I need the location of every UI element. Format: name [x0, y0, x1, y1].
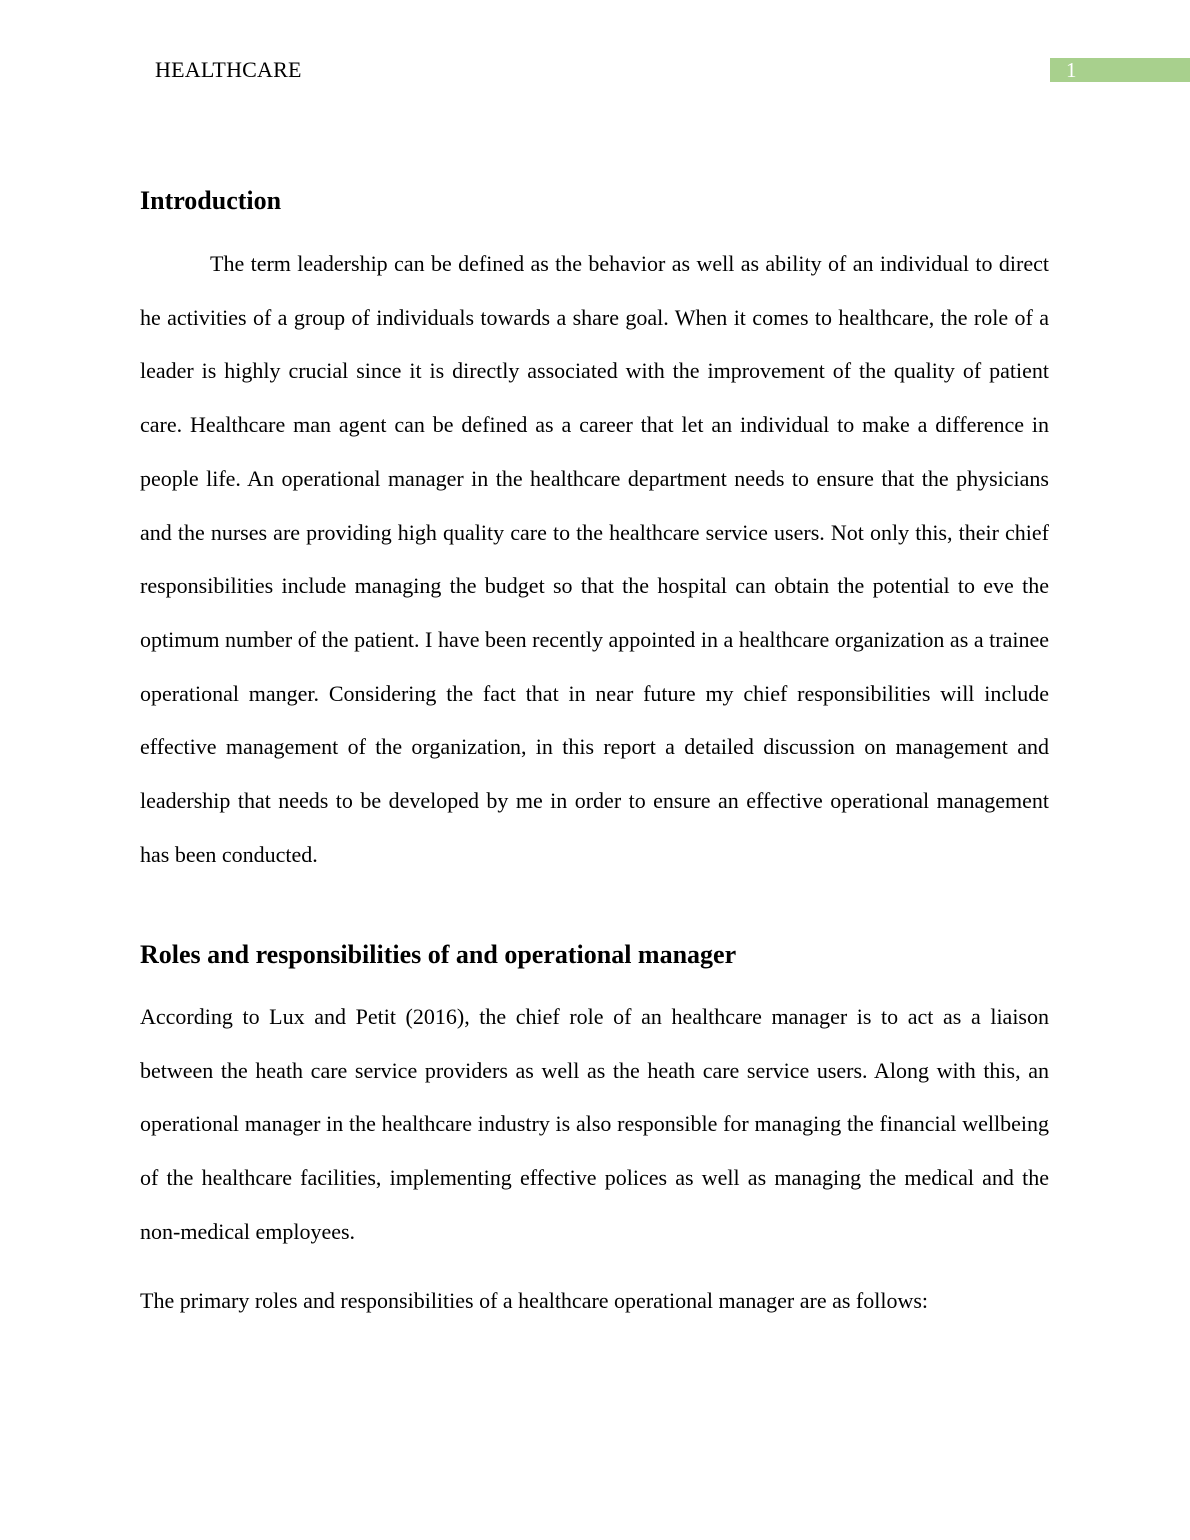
roles-list-intro: The primary roles and responsibilities of a healthcare operational manager are as follows: — [140, 1288, 929, 1313]
page-number: 1 — [1066, 58, 1077, 82]
roles-paragraph: According to Lux and Petit (2016), the chief role of an healthcare manager is to act as a liaison between the heath care service providers as well as the heath care service users. Along with this, an operational manager in the healthcare industry is also responsible for managing the financial wellbeing of the healthcare facilities, implementing effective polices as well as managing the medical and the non-medical employees. — [140, 1004, 1049, 1244]
page-number-bar — [1050, 58, 1190, 82]
running-head: HEALTHCARE — [155, 57, 302, 82]
introduction-paragraph: The term leadership can be defined as the behavior as well as ability of an individual to direct he activities of a group of individuals towards a share goal. When it comes to healthcare, the role of a leader is highly crucial since it is directly associated with the improvement of the quality of patient care. Healthcare man agent can be defined as a career that let an individual to make a difference in people life. An operational manager in the healthcare department needs to ensure that the physicians and the nurses are providing high quality care to the healthcare service users. Not only this, their chief responsibilities include managing the budget so that the hospital can obtain the potential to eve the optimum number of the patient. I have been recently appointed in a healthcare organization as a trainee operational manger. Considering the fact that in near future my chief responsibilities will include effective management of the organization, in this report a detailed discussion on management and leadership that needs to be developed by me in order to ensure an effective operational management has been conducted. — [140, 251, 1049, 867]
introduction-heading: Introduction — [140, 186, 282, 215]
roles-heading: Roles and responsibilities of and operational manager — [140, 940, 737, 969]
